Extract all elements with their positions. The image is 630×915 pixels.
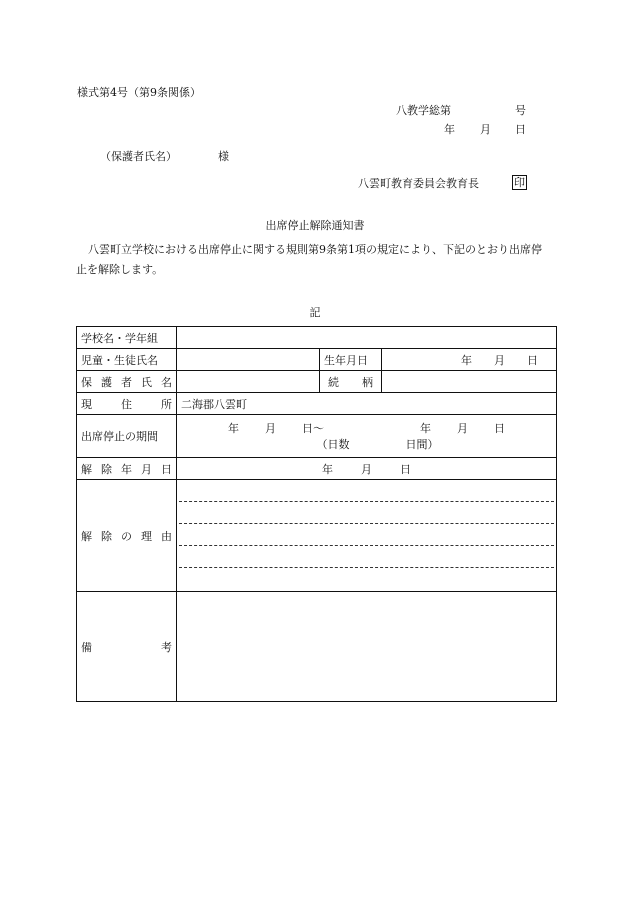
period-from-day: 日～ [302, 422, 324, 435]
release-char-1: 解 [81, 462, 92, 476]
address-label-spread [81, 396, 172, 412]
school-value[interactable] [177, 327, 557, 349]
reason-line-3 [179, 524, 554, 546]
honorific: 様 [218, 150, 229, 163]
period-days-close: 日間） [405, 438, 439, 451]
reason-line-5 [179, 568, 554, 591]
period-days [181, 436, 552, 452]
release-date-label [77, 458, 177, 480]
birth-date-value[interactable] [382, 349, 557, 371]
birth-year: 年 [461, 353, 472, 367]
remarks-char-1: 備 [81, 640, 92, 654]
release-char-2: 除 [101, 462, 112, 476]
reason-char-5: 由 [161, 529, 172, 543]
guardian-char-2: 護 [101, 375, 112, 389]
doc-number-prefix: 八教学総第 [396, 104, 451, 117]
guardian-label-spread [81, 374, 172, 390]
student-name-value[interactable] [177, 349, 320, 371]
seal-text: 印 [514, 176, 525, 189]
guardian-char-4: 氏 [141, 375, 152, 389]
remarks-label-spread [81, 639, 172, 655]
header-day: 日 [515, 123, 526, 136]
reason-char-4: 理 [141, 529, 152, 543]
relation-label [320, 371, 382, 393]
period-days-open: （日数 [316, 438, 350, 451]
remarks-value[interactable] [177, 592, 557, 702]
birth-day: 日 [527, 353, 538, 367]
release-label-spread [81, 461, 172, 477]
release-char-5: 日 [161, 462, 172, 476]
release-char-4: 月 [141, 462, 152, 476]
address-value[interactable]: 二海郡八雲町 [177, 393, 557, 415]
address-label [77, 393, 177, 415]
remarks-label [77, 592, 177, 702]
row-address [77, 393, 557, 415]
release-char-3: 年 [121, 462, 132, 476]
ki-label: 記 [309, 306, 321, 319]
row-reason [77, 480, 557, 592]
reason-char-2: 除 [101, 529, 112, 543]
period-from-month: 月 [265, 422, 276, 435]
period-dates [181, 420, 552, 436]
doc-number-suffix: 号 [515, 104, 526, 117]
seal-mark [512, 176, 527, 190]
row-student [77, 349, 557, 371]
period-to-month: 月 [457, 422, 468, 435]
release-day: 日 [400, 462, 411, 476]
school-label: 学校名・学年組 [77, 327, 177, 349]
guardian-label [77, 371, 177, 393]
reason-label [77, 480, 177, 592]
address-char-3: 所 [161, 397, 172, 411]
guardian-value[interactable] [177, 371, 320, 393]
guardian-char-5: 名 [161, 375, 172, 389]
header-year: 年 [444, 123, 455, 136]
guardian-name-placeholder: （保護者氏名） [100, 150, 177, 163]
release-year: 年 [322, 462, 333, 476]
reason-lines [177, 480, 556, 591]
form-table [76, 326, 557, 702]
row-guardian [77, 371, 557, 393]
header-month: 月 [480, 123, 491, 136]
relation-char-2: 柄 [362, 375, 373, 389]
row-period [77, 415, 557, 458]
period-label: 出席停止の期間 [77, 415, 177, 458]
guardian-char-3: 者 [121, 375, 132, 389]
address-char-1: 現 [81, 397, 92, 411]
period-gap [350, 420, 394, 436]
birth-month: 月 [494, 353, 505, 367]
issuer-title: 八雲町教育委員会教育長 [358, 177, 479, 190]
relation-label-spread [324, 374, 377, 390]
release-date-parts [181, 461, 552, 477]
relation-value[interactable] [382, 371, 557, 393]
period-to-year: 年 [420, 422, 431, 435]
address-char-2: 住 [121, 397, 132, 411]
student-name-label: 児童・生徒氏名 [77, 349, 177, 371]
reason-char-3: の [121, 529, 132, 543]
row-release-date [77, 458, 557, 480]
reason-label-spread [81, 528, 172, 544]
period-value[interactable] [177, 415, 557, 458]
reason-value[interactable] [177, 480, 557, 592]
reason-line-4 [179, 546, 554, 568]
period-from-year: 年 [228, 422, 239, 435]
birth-date-label: 生年月日 [320, 349, 382, 371]
release-month: 月 [361, 462, 372, 476]
guardian-char-1: 保 [81, 375, 92, 389]
remarks-char-2: 考 [161, 640, 172, 654]
release-date-value[interactable] [177, 458, 557, 480]
body-paragraph: 八雲町立学校における出席停止に関する規則第9条第1項の規定により、下記のとおり出席停止を解除します。 [76, 243, 542, 276]
form-number: 様式第4号（第9条関係） [77, 86, 201, 99]
document-title: 出席停止解除通知書 [265, 219, 365, 232]
reason-line-2 [179, 502, 554, 524]
reason-char-1: 解 [81, 529, 92, 543]
row-school [77, 327, 557, 349]
row-remarks [77, 592, 557, 702]
reason-line-1 [179, 480, 554, 502]
relation-char-1: 続 [328, 375, 339, 389]
period-to-day: 日 [494, 422, 505, 435]
